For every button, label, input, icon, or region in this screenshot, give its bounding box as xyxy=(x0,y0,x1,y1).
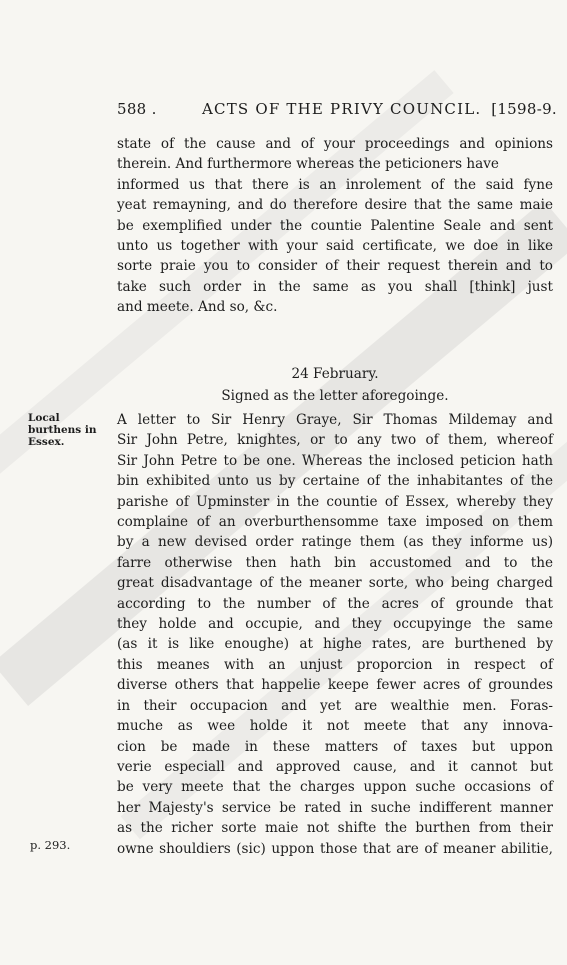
text-line: therein. And furthermore whereas the peticioners have xyxy=(117,156,499,173)
side-note-line: Essex. xyxy=(28,436,65,448)
text-line: Sir John Petre to be one. Whereas the inclosed peticion hath xyxy=(117,452,553,469)
text-line: verie especiall and approved cause, and it cannot but xyxy=(117,758,553,775)
text-line: and meete. And so, &c. xyxy=(117,299,278,316)
signed-line: Signed as the letter aforegoinge. xyxy=(221,388,449,404)
text-line: this meanes with an unjust proporcion in respect of xyxy=(117,656,553,673)
text-line: according to the number of the acres of grounde that xyxy=(117,595,553,612)
running-title: ACTS OF THE PRIVY COUNCIL. xyxy=(202,100,482,118)
text-line: be very meete that the charges uppon suche occasions of xyxy=(117,779,553,796)
text-line: take such order in the same as you shall [think] just xyxy=(117,278,553,295)
text-line: they holde and occupie, and they occupyinge the same xyxy=(117,616,553,633)
side-note-line: burthens in xyxy=(28,424,97,436)
text-line: great disadvantage of the meaner sorte, who being charged xyxy=(117,575,553,592)
text-line: muche as wee holde it not meete that any innova- xyxy=(117,718,553,735)
text-line: be exemplified under the countie Palentine Seale and sent xyxy=(117,217,553,234)
page-reference-note: p. 293. xyxy=(30,838,71,852)
text-line: cion be made in these matters of taxes but uppon xyxy=(117,738,553,755)
text-line: Sir John Petre, knightes, or to any two of them, whereof xyxy=(117,432,553,449)
text-line: complaine of an overburthensomme taxe imposed on them xyxy=(117,514,553,531)
text-line: farre otherwise then hath bin accustomed and to the xyxy=(117,554,553,571)
text-line: (as it is like enoughe) at highe rates, are burthened by xyxy=(117,636,553,653)
text-line: informed us that there is an inrolement of the said fyne xyxy=(117,176,553,193)
text-line: as the richer sorte maie not shifte the burthen from their xyxy=(117,820,553,837)
text-line: state of the cause and of your proceedings and opinions xyxy=(117,136,553,152)
side-note xyxy=(28,412,108,448)
text-line: owne shouldiers (sic) uppon those that are of meaner abilitie, xyxy=(117,840,553,857)
text-line: diverse others that happelie keepe fewer acres of groundes xyxy=(117,677,553,694)
text-line: in their occupacion and yet are wealthie men. Foras- xyxy=(117,697,553,714)
first-paragraph xyxy=(117,134,553,318)
text-line: sorte praie you to consider of their request therein and to xyxy=(117,258,553,275)
side-note-line: Local xyxy=(28,412,60,424)
running-year: [1598-9. xyxy=(491,100,557,118)
text-line: parishe of Upminster in the countie of Essex, whereby they xyxy=(117,493,553,510)
text-line: unto us together with your said certificate, we doe in like xyxy=(117,238,553,255)
text-line: her Majesty's service be rated in suche indifferent manner xyxy=(117,799,553,816)
second-paragraph xyxy=(117,410,553,859)
running-header xyxy=(117,100,557,124)
text-line: bin exhibited unto us by certaine of the inhabitantes of the xyxy=(117,473,553,490)
text-line: yeat remayning, and do therefore desire that the same maie xyxy=(117,197,553,214)
text-line: A letter to Sir Henry Graye, Sir Thomas Mildemay and xyxy=(117,412,553,428)
page-number: 588 . xyxy=(117,100,157,118)
date-heading: 24 February. xyxy=(291,366,379,382)
text-line: by a new devised order ratinge them (as they informe us) xyxy=(117,534,553,551)
